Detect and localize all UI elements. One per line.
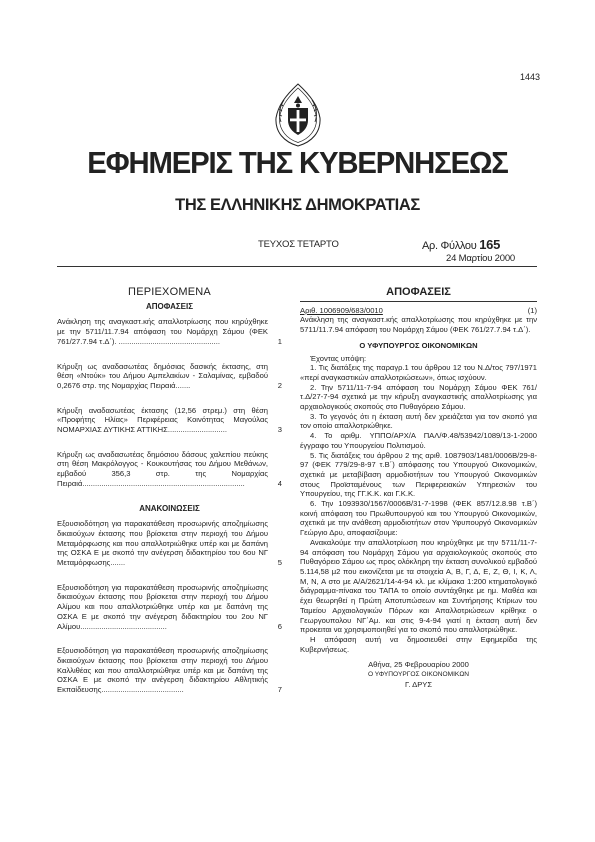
decision-reference: Αριθ. 1006909/683/0010	[300, 305, 383, 315]
header-rule	[57, 266, 537, 267]
decision-paragraph: Ανακαλούμε την απαλλοτρίωση που κηρύχθηκε με την 5711/11-7-94 απόφαση του Νομάρχη Σάμου για αρχαιολογικούς σκοπούς στο Πυθαγόρειο Σάμου ως προς ολόκληρη την έκταση συνολικού εμβαδού 5.114,58 μ2 που εικονίζεται με τα στοιχεία Α, Β, Γ, Δ, Ε, Ζ, Θ, Ι, Κ, Λ, Μ, Ν, Α στο με Α/Α/2621/14-4-94 κλ. με κλίμακα 1:200 κτηματολογικό διάγραμμα-πίνακα του ΤΑΠΑ το οποίο συντάχθηκε με ημ. Μαθέα και έχει θεωρηθεί η Πρώτη Αποτυπώσεων και Συντήρησης Κτίριων του Ταμείου Αρχαιολογικών Πόρων και Απαλλοτριώσεων κρίθηκε ο Γεωργουπολου ΝΓ΄Αμ. και στις 9-4-94 γιατί η έκταση αυτή δεν προκειται να χρησιμοποιηθεί για το σκοπό που απαλλοτριώθηκε.	[300, 537, 537, 635]
contents-title: ΠΕΡΙΕΧΟΜΕΝΑ	[128, 286, 211, 298]
decision-header	[300, 306, 537, 316]
decision-paragraph: 6. Την 1093930/1567/0006Β/31-7-1998 (ΦΕΚ 857/12.8.98 τ.Β΄) κοινή απόφαση του Πρωθυπουργού και του Υπουργού Οικονομικών, σχετικά με την ανάθεση αρμοδιοτήτων στον Υφυπουργό Οικονομικών Γεώργιο Δρυ, αποφασίζουμε:	[300, 499, 537, 538]
contents-column	[57, 288, 282, 710]
decisions-rule	[300, 301, 537, 302]
contents-item	[57, 519, 282, 568]
contents-item-text: Ανάκληση της αναγκαστ.κής απαλλοτρίωσης που κηρύχθηκε με την 5711/11.7.94 απόφαση του Νομάρχη Σάμου (ΦΕΚ 761/27.7.94 τ.Δ΄). ................................................	[57, 317, 268, 346]
contents-item-text: Κήρυξη αναδασωτέας έκτασης (12,56 στρεμ.) στη θέση «Προφήτης Ηλίας» Περιφέρειας Κοινότητας Μαγούλας ΝΟΜΑΡΧΙΑΣ ΔΥΤΙΚΗΣ ΑΤΤΙΚΗΣ............................	[57, 405, 268, 435]
decision-paragraph: Η απόφαση αυτή να δημοσιευθεί στην Εφημερίδα της Κυβερνήσεως.	[300, 634, 537, 654]
decision-paragraph: 2. Την 5711/11-7-94 απόφαση του Νομάρχη Σάμου ΦΕΚ 761/τ.Δ/27-7-94 σχετικά με την κήρυξη αναγκαστικής απαλλοτρίωσης για αρχαιολογικούς σκοπούς στο Πυθαγόρειο Σάμου.	[300, 382, 537, 412]
page-number: 1443	[520, 72, 541, 82]
decisions-title: ΑΠΟΦΑΣΕΙΣ	[386, 286, 451, 298]
sheet-number	[422, 237, 500, 252]
issue-label: ΤΕΥΧΟΣ ΤΕΤΑΡΤΟ	[258, 239, 339, 250]
contents-item-page: 3	[277, 425, 282, 435]
issue-date: 24 Μαρτίου 2000	[446, 253, 515, 264]
decision-paragraph: 1. Τις διατάξεις της παραγρ.1 του άρθρου 12 του Ν.Δ/τος 797/1971 «περί αναγκαστικών απαλλοτριώσεων», όπως ισχύουν.	[300, 363, 537, 382]
coat-of-arms-icon	[272, 82, 324, 148]
contents-item	[57, 583, 282, 632]
contents-item	[57, 406, 282, 435]
contents-item	[57, 317, 282, 346]
signature-role: Ο ΥΦΥΠΟΥΡΓΟΣ ΟΙΚΟΝΟΜΙΚΩΝ	[367, 671, 470, 679]
contents-item	[57, 450, 282, 489]
contents-item-text: Κήρυξη ως αναδασωτέας δημόσιου δάσους χαλεπίου πεύκης στη θέση Μακρόλογγος - Κουκουτήσας του Δήμου Μεθάνων, εμβαδού 356,3 στρ. της Νομαρχίας Πειραιά.............................................................................	[57, 449, 268, 488]
contents-item-text: Κήρυξη ως αναδασωτέας δημόσιας δασικής έκτασης, στη θέση «Ντούκ» του Δήμου Αμπελακίων - Σαλαμίνας, εμβαδού 0,2676 στρ. της Νομαρχίας Πειραιά.......	[57, 361, 268, 390]
decision-paragraph: 4. Το αριθμ. ΥΠΠΟ/ΑΡΧ/Α ΠΑΛ/Φ.48/53942/1089/13-1-2000 έγγραφο του Υπουργείου Πολιτισμού.	[300, 431, 537, 450]
contents-item-text: Εξουσιοδότηση για παρακατάθεση προσωρινής αποζημίωσης δικαιούχων έκτασης που βρίσκεται στην περιοχή του Δήμου Μεταμόρφωσης και που απαλλοτριώθηκε υπέρ και με δαπάνη της ΟΣΚΑ Ε με σκοπό την ανέγερση διδακτηρίου του 6ου ΝΓ Μεταμόρφωσης.......	[57, 519, 268, 568]
gazette-title: ΕΦΗΜΕΡΙΣ ΤΗΣ ΚΥΒΕΡΝΗΣΕΩΣ	[87, 146, 508, 180]
sheet-number-value: 165	[479, 237, 501, 252]
decisions-column	[300, 288, 537, 689]
contents-item	[57, 362, 282, 391]
ministry-heading: Ο ΥΦΥΠΟΥΡΓΟΣ ΟΙΚΟΝΟΜΙΚΩΝ	[359, 340, 478, 350]
gazette-subtitle: ΤΗΣ ΕΛΛΗΝΙΚΗΣ ΔΗΜΟΚΡΑΤΙΑΣ	[175, 196, 420, 214]
signature-name: Γ. ΔΡΥΣ	[404, 679, 433, 689]
contents-item-page: 4	[277, 478, 282, 488]
contents-item-page: 2	[277, 380, 282, 390]
contents-item-page: 1	[277, 336, 282, 346]
decision-subject: Ανάκληση της αναγκαστ.κής απαλλοτρίωσης που κηρύχθηκε με την 5711/11.7.94 απόφαση του Νομάρχη Σάμου (ΦΕΚ 761/27.7.94 τ.Δ΄).	[300, 315, 537, 335]
contents-item	[57, 646, 282, 695]
contents-section-heading: ΑΝΑΚΟΙΝΩΣΕΙΣ	[139, 503, 200, 513]
decision-paragraph: 3. Το γεγονός ότι η έκταση αυτή δεν χρειάζεται για τον σκοπό για τον οποίο απαλλοτριώθηκε.	[300, 411, 537, 431]
decision-paragraph: Έχοντας υπόψη:	[310, 353, 367, 363]
contents-section-heading: ΑΠΟΦΑΣΕΙΣ	[145, 301, 194, 311]
sheet-label: Αρ. Φύλλου	[422, 240, 477, 252]
signature-place-date: Αθήνα, 25 Φεβρουαρίου 2000	[368, 660, 469, 670]
decision-paragraph: 5. Τις διατάξεις του άρθρου 2 της αριθ. 1087903/1481/0006Β/29-8-97 (ΦΕΚ 779/29-8-97 τ.Β΄) απόφασης του Υπουργού Οικονομικών, σχετικά με μεταβίβαση αρμοδιοτήτων του Υπουργού Οικονομικών στους Προϊσταμένους των Περιφερειακών Υπηρεσιών του Υπουργείου, της ΓΓ.Κ.Κ. και Γ.Κ.Κ.	[300, 450, 537, 499]
contents-item-text: Εξουσιοδότηση για παρακατάθεση προσωρινής αποζημίωσης δικαιούχων έκτασης που βρίσκεται στην περιοχή του Δήμου Καλλιθέας και που απαλλοτριώθηκε υπέρ και με δαπάνη της ΟΣΚΑ Ε με σκοπό την ανέγερση διδακτηρίου Αθλητικής Εκπαίδευσης.......................................	[57, 646, 268, 695]
contents-item-page: 5	[277, 558, 282, 568]
contents-item-text: Εξουσιοδότηση για παρακατάθεση προσωρινής αποζημίωσης δικαιούχων έκτασης που βρίσκεται στην περιοχή του Δήμου Αλίμου και που απαλλοτριώθηκε υπέρ και με δαπάνη της ΟΣΚΑ Ε με σκοπό την ανέγερση διδακτηρίου του 2ου ΝΓ Αλίμου.........................................	[57, 582, 268, 631]
contents-item-page: 6	[277, 621, 282, 631]
decision-number: (1)	[527, 305, 537, 315]
contents-item-page: 7	[277, 685, 282, 695]
